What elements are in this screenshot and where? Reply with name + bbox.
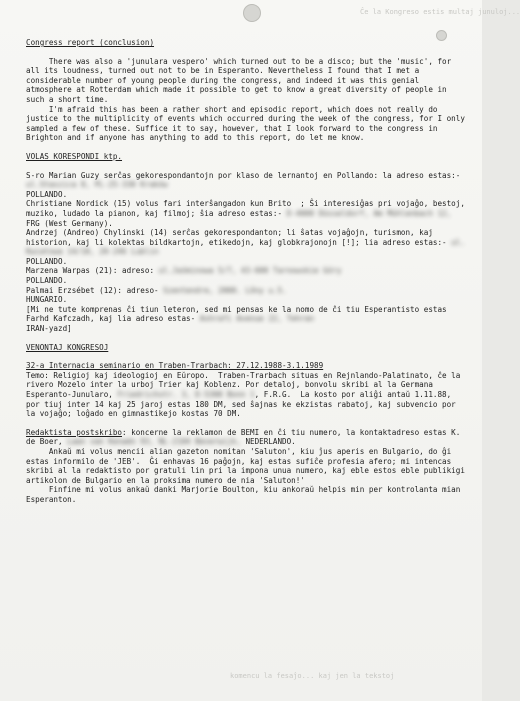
show-through-top: Ĉe la Kongreso estis multaj junuloj... xyxy=(360,8,520,16)
guzy-entry: S-ro Marian Guzy serĉas gekorespondantojn por klaso de lernantoj en Pollando: la adreso estas:- ul.Staszica 8, PL-25-330 Kraków xyxy=(26,170,461,190)
venontaj-heading: VENONTAJ KONGRESOJ xyxy=(26,342,109,352)
show-through-bottom: komencu la fesaĵo... kaj jen la tekstoj xyxy=(230,672,395,680)
palmai-entry: Palmai Erzsébet (12): adreso- Szentendre, 2000. Lőny u.5. xyxy=(26,285,287,295)
redacted-address: D-4000 Düsseldorf, Am Mühlenbach 12, xyxy=(286,208,452,218)
seminar-heading: 32-a Internacia seminario en Traben-Trarbach: 27.12.1988-3.1.1989 xyxy=(26,361,324,371)
kafczadh-entry: [Mi ne tute komprenas ĉi tiun leteron, sed mi pensas ke la nomo de ĉi tiu Esperantisto estas Farhd Kafczadh, kaj lia adreso estas- Ashrafi Avenue 22, Tehran xyxy=(26,304,452,324)
redacted-address: Szentendre, 2000. Lőny u.5. xyxy=(163,285,287,295)
volas-line: POLLANDO. xyxy=(26,189,68,199)
redaktista-paragraph-2: Finfine mi volus ankaŭ danki Marjorie Boulton, kiu ankoraŭ helpis min per kontrolanta mian Esperanton. xyxy=(26,485,465,504)
volas-line: POLLANDO. xyxy=(26,276,68,286)
redacted-address: ul.Staszica 8, PL-25-330 Kraków xyxy=(26,180,168,190)
volas-heading: VOLAS KORESPONDI ktp. xyxy=(26,151,123,161)
volas-line: IRAN-yazd] xyxy=(26,324,72,334)
redacted-address: ul. Kwiatowa 14/18, 20-246 Lublin xyxy=(26,237,470,257)
punch-hole-top xyxy=(243,4,261,22)
redaktista-paragraph-1: Ankaŭ mi volus mencii alian gazeton nomitan 'Saluton', kiu ĵus aperis en Bulgario, do ĝi estas informilo de 'JEB'. Ĝi enhavas 16 paĝojn, kaj estas sufiĉe profesia afero; mi intencas skribi al la redaktisto por gratuli lin pri la impona unua numero, kaj eble estos eble publikigi artikolon de Bulgario en la proksima numero de nia 'Saluton!' xyxy=(26,446,470,485)
volas-line: HUNGARIO. xyxy=(26,295,68,305)
congress-paragraph-2: I'm afraid this has been a rather short and episodic report, which does not really do justice to the multiplicity of events which occurred during the week of the congress, for I only sampled a few of these. Suffice it to say, however, that I look forward to the congress in Brighton and if anyone has anything to add to this report, do let me know. xyxy=(26,104,470,143)
volas-line: POLLANDO. xyxy=(26,256,68,266)
redaktista-heading: Redaktista postskribo xyxy=(26,427,123,437)
congress-paragraph-1: There was also a 'junulara vespero' which turned out to be a disco; but the 'music', for all its loudness, turned out not to be in Esperanto. Nevertheless I found that I met a considerable number of young people during the congress, and indeed it was this genial atmosphere at Rotterdam which made it possible to get to know a great diversity of people in such a short time. xyxy=(26,56,456,104)
chylinski-entry: Andrzej (Andreo) Chylinski (14) serĉas gekorespondanton; li ŝatas vojaĝojn, turismon, kaj historion, kaj li kolektas bildkartojn, etikedojn, kaj globkrajonojn [!]; lia adreso estas:- ul. Kwiatowa 14/18, 20-246 Lublin xyxy=(26,228,470,257)
congress-heading: Congress report (conclusion) xyxy=(26,38,155,47)
redacted-address: Friedrichstr. 3, D-5300 Bonn 1 xyxy=(117,390,255,399)
redaktista-entry: Redaktista postskribo: koncerne la reklamon de BEMI en ĉi tiu numero, la kontaktadreso estas K. de Boer, Laan van Kenaën 93, NL-2104 Beverwijk, NEDERLANDO. xyxy=(26,427,465,447)
warpas-entry: Marzena Warpas (21): adreso: ul.Jaśminowa 5/7, 43-600 Tarnowskie Góry xyxy=(26,266,342,276)
redacted-address: ul.Jaśminowa 5/7, 43-600 Tarnowskie Góry xyxy=(158,266,342,276)
page-content xyxy=(26,38,470,505)
redacted-address: Laan van Kenaën 93, NL-2104 Beverwijk, xyxy=(67,437,241,447)
seminar-text: Temo: Religioj kaj ideologioj en Eŭropo. Traben-Trarbach situas en Rejnlando-Palatinato, ĉe la rivero Mozelo inter la urboj Trier kaj Koblenz. Por detaloj, bonvolu skribi al la Germana Esperanto-Junularo, Friedrichstr. 3, D-5300 Bonn 1, F.R.G. La kosto por aliĝi antaŭ 1.11.88, por tiuj inter 14 kaj 25 jaroj estas 180 DM, sed ŝajnas ke ekzistas rabatoj, kaj subvencio por la vojaĝo; loĝado en gimnastikejo kostas 70 DM. xyxy=(26,370,465,419)
redacted-address: Ashrafi Avenue 22, Tehran xyxy=(199,314,315,324)
nordick-entry: Christiane Nordick (15) volus fari interŝangadon kun Brito ; Ŝi interesiĝas pri vojaĝo, bestoj, muziko, ludado la pianon, kaj filmoj; ŝia adreso estas:- D-4000 Düsseldorf, Am Mühlenbach 12, FRG (West Germany). xyxy=(26,199,470,228)
